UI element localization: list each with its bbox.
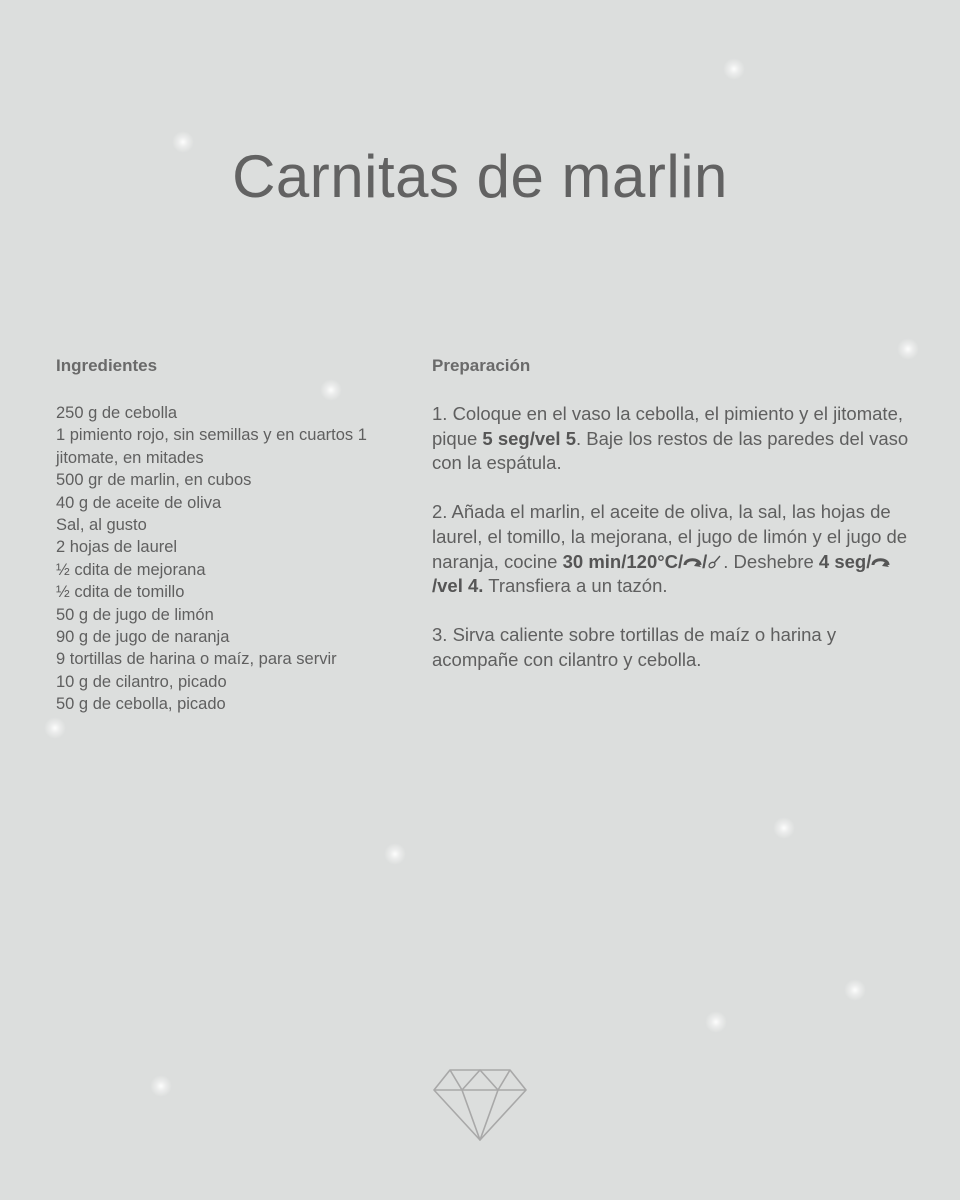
step-setting: 4 seg/ [818,550,872,572]
ingredient-item: 2 hojas de laurel [56,538,178,557]
step-text: 3. Sirva caliente sobre tortillas de maíz o harina y acompañe con cilantro y cebolla. [432,624,837,670]
ingredient-item: ½ cdita de tomillo [56,583,185,602]
sparkle-decoration [44,717,66,739]
preparation-step-3 [432,623,912,672]
step-setting: / [702,550,708,572]
ingredient-item: 250 g de cebolla [56,404,178,422]
ingredient-item: 50 g de jugo de limón [56,605,214,624]
ingredients-heading: Ingredientes [56,356,158,375]
ingredient-item: ½ cdita de mejorana [56,560,206,579]
step-text: 1. Coloque en el vaso la cebolla, el pimiento y el jitomate, pique [432,403,903,449]
ingredient-item: Sal, al gusto [56,516,147,535]
step-text: Transfiera a un tazón. [483,575,668,597]
step-setting: 30 min/120°C/ [562,550,684,572]
sparkle-decoration [844,979,866,1001]
ingredient-item: 40 g de aceite de oliva [56,493,222,512]
ingredients-section [56,356,416,716]
sparkle-decoration [705,1011,727,1033]
ingredients-list [56,402,416,716]
sparkle-decoration [150,1075,172,1097]
preparation-section [432,356,912,697]
ingredient-item: jitomate, en mitades [56,448,204,467]
sparkle-decoration [384,843,406,865]
step-text: . Deshebre [723,550,819,572]
ingredient-item: 500 gr de marlin, en cubos [56,471,252,490]
ingredient-item: 90 g de jugo de naranja [56,628,230,647]
ingredient-item: 50 g de cebolla, picado [56,695,226,714]
ingredient-item: 9 tortillas de harina o maíz, para servir [56,650,337,669]
step-text: . Baje los restos de las paredes del vaso con la espátula. [432,427,909,474]
step-text: 2. Añada el marlin, el aceite de oliva, la sal, las hojas de laurel, el tomillo, la mejorana, el jugo de limón y el jugo de naranja, cocine [432,501,908,572]
ingredient-item: 10 g de cilantro, picado [56,672,227,691]
spoon-icon [707,554,723,570]
sparkle-decoration [773,817,795,839]
preparation-heading: Preparación [432,356,531,375]
recipe-title: Carnitas de marlin [232,143,728,210]
ingredient-item: 1 pimiento rojo, sin semillas y en cuartos 1 [56,426,367,445]
step-setting: 5 seg/vel 5 [482,427,576,449]
reverse-icon [683,555,702,569]
step-setting: /vel 4. [432,575,484,597]
preparation-step-2 [432,500,912,598]
diamond-icon [432,1068,528,1142]
sparkle-decoration [723,58,745,80]
preparation-step-1 [432,402,912,476]
reverse-icon [871,555,890,569]
